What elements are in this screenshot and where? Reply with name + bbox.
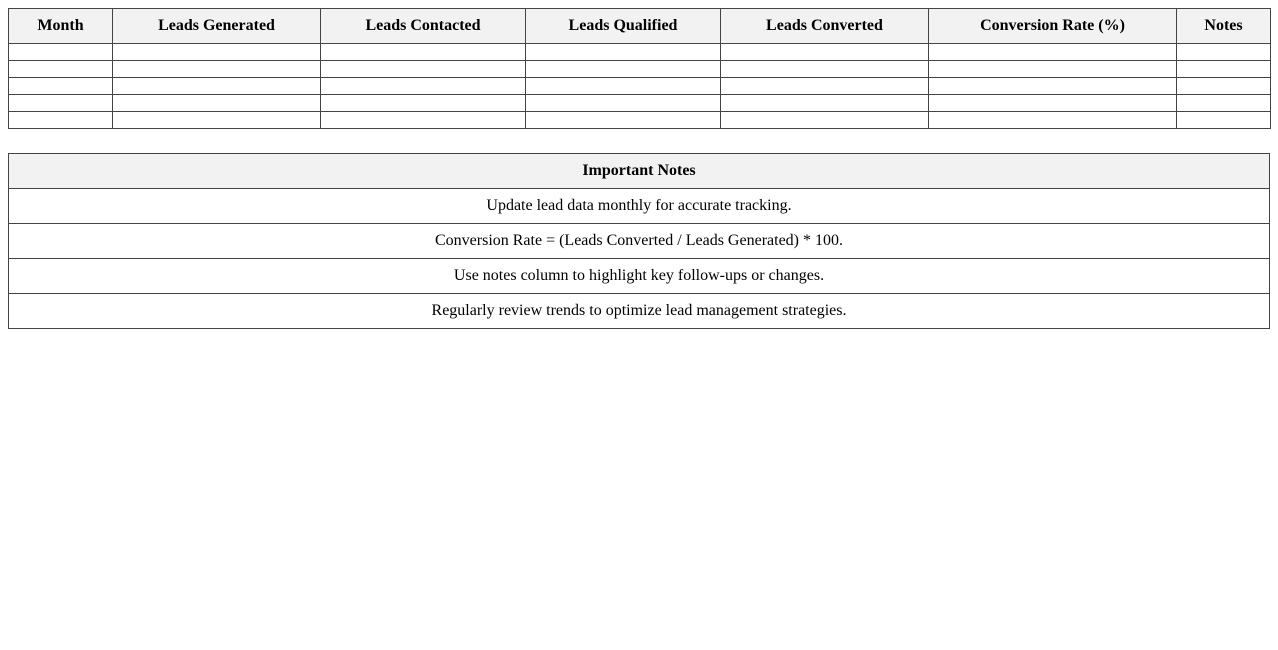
cell-leads-converted[interactable] xyxy=(721,112,929,129)
cell-leads-qualified[interactable] xyxy=(526,78,721,95)
cell-month[interactable] xyxy=(9,44,113,61)
cell-leads-contacted[interactable] xyxy=(321,44,526,61)
cell-conversion-rate[interactable] xyxy=(929,112,1177,129)
col-header-leads-converted: Leads Converted xyxy=(721,9,929,44)
notes-title: Important Notes xyxy=(9,154,1270,189)
col-header-leads-qualified: Leads Qualified xyxy=(526,9,721,44)
note-row xyxy=(9,189,1270,224)
cell-leads-converted[interactable] xyxy=(721,95,929,112)
cell-notes[interactable] xyxy=(1177,44,1271,61)
notes-header-row xyxy=(9,154,1270,189)
cell-leads-generated[interactable] xyxy=(113,44,321,61)
cell-notes[interactable] xyxy=(1177,95,1271,112)
header-row xyxy=(9,9,1271,44)
note-row xyxy=(9,224,1270,259)
cell-leads-qualified[interactable] xyxy=(526,44,721,61)
note-item: Regularly review trends to optimize lead management strategies. xyxy=(9,294,1270,329)
table-row xyxy=(9,112,1271,129)
table-row xyxy=(9,95,1271,112)
cell-notes[interactable] xyxy=(1177,78,1271,95)
table-row xyxy=(9,44,1271,61)
cell-leads-qualified[interactable] xyxy=(526,61,721,78)
cell-leads-qualified[interactable] xyxy=(526,112,721,129)
cell-conversion-rate[interactable] xyxy=(929,61,1177,78)
note-row xyxy=(9,294,1270,329)
cell-month[interactable] xyxy=(9,112,113,129)
cell-leads-converted[interactable] xyxy=(721,78,929,95)
col-header-leads-generated: Leads Generated xyxy=(113,9,321,44)
cell-leads-converted[interactable] xyxy=(721,61,929,78)
lead-tracking-table xyxy=(8,8,1271,129)
cell-leads-contacted[interactable] xyxy=(321,95,526,112)
cell-notes[interactable] xyxy=(1177,112,1271,129)
important-notes-table xyxy=(8,153,1270,329)
cell-month[interactable] xyxy=(9,78,113,95)
cell-leads-contacted[interactable] xyxy=(321,61,526,78)
table-row xyxy=(9,61,1271,78)
note-item: Update lead data monthly for accurate tracking. xyxy=(9,189,1270,224)
cell-leads-qualified[interactable] xyxy=(526,95,721,112)
cell-leads-generated[interactable] xyxy=(113,78,321,95)
note-row xyxy=(9,259,1270,294)
col-header-notes: Notes xyxy=(1177,9,1271,44)
col-header-leads-contacted: Leads Contacted xyxy=(321,9,526,44)
cell-month[interactable] xyxy=(9,95,113,112)
cell-leads-generated[interactable] xyxy=(113,95,321,112)
table-row xyxy=(9,78,1271,95)
cell-conversion-rate[interactable] xyxy=(929,78,1177,95)
cell-month[interactable] xyxy=(9,61,113,78)
col-header-month: Month xyxy=(9,9,113,44)
cell-conversion-rate[interactable] xyxy=(929,95,1177,112)
cell-leads-converted[interactable] xyxy=(721,44,929,61)
cell-leads-contacted[interactable] xyxy=(321,78,526,95)
cell-notes[interactable] xyxy=(1177,61,1271,78)
cell-conversion-rate[interactable] xyxy=(929,44,1177,61)
cell-leads-contacted[interactable] xyxy=(321,112,526,129)
note-item: Conversion Rate = (Leads Converted / Leads Generated) * 100. xyxy=(9,224,1270,259)
note-item: Use notes column to highlight key follow-ups or changes. xyxy=(9,259,1270,294)
cell-leads-generated[interactable] xyxy=(113,61,321,78)
col-header-conversion-rate: Conversion Rate (%) xyxy=(929,9,1177,44)
cell-leads-generated[interactable] xyxy=(113,112,321,129)
